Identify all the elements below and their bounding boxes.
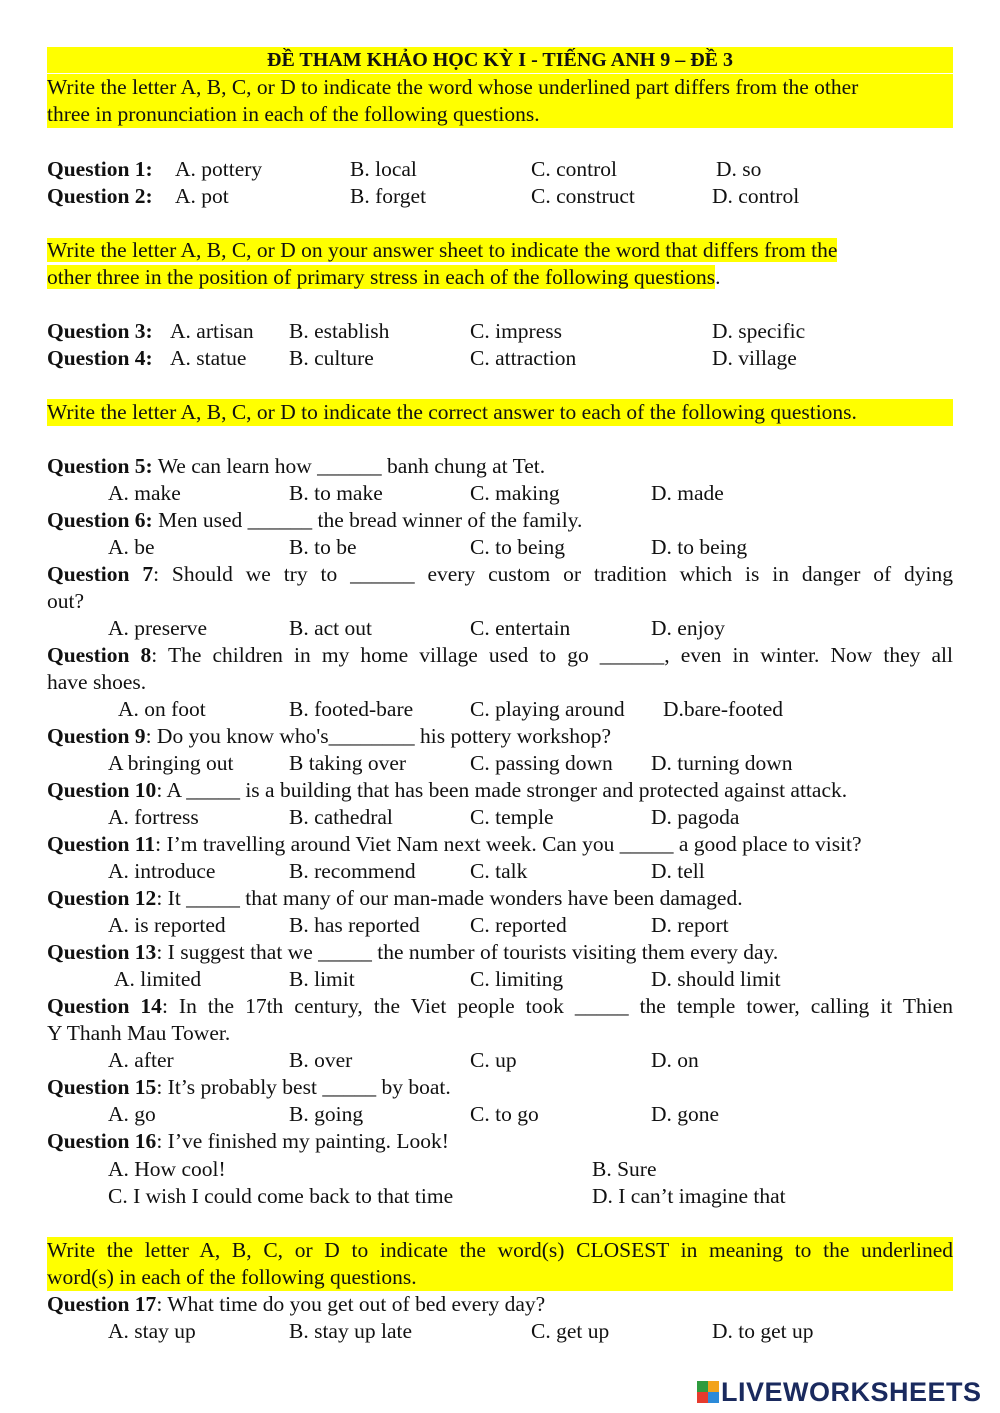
option-c[interactable]: C. I wish I could come back to that time [108, 1184, 454, 1208]
option-a[interactable]: A. limited [114, 967, 202, 991]
option-b[interactable]: B. footed-bare [289, 697, 414, 721]
option-d[interactable]: D. gone [651, 1102, 720, 1126]
question-17: Question 17: What time do you get out of bed every day? [47, 1292, 546, 1316]
option-d[interactable]: D. specific [712, 319, 806, 343]
option-b[interactable]: B. to be [289, 535, 357, 559]
question-13: Question 13: I suggest that we _____ the number of tourists visiting them every day. [47, 940, 779, 964]
option-a[interactable]: A. go [108, 1102, 156, 1126]
option-c[interactable]: C. temple [470, 805, 554, 829]
question-4: Question 4: [47, 346, 153, 370]
instruction-correct-answer: Write the letter A, B, C, or D to indicate the correct answer to each of the following questions. [47, 399, 953, 426]
option-b[interactable]: B. local [350, 157, 417, 181]
instruction-stress-line2: other three in the position of primary stress in each of the following questions. [47, 265, 721, 289]
question-2: Question 2: [47, 184, 153, 208]
option-a[interactable]: A. How cool! [108, 1157, 226, 1181]
option-d[interactable]: D. village [712, 346, 797, 370]
option-c[interactable]: C. limiting [470, 967, 564, 991]
option-a[interactable]: A. preserve [108, 616, 208, 640]
option-c[interactable]: C. talk [470, 859, 528, 883]
option-b[interactable]: B. to make [289, 481, 383, 505]
option-b[interactable]: B. over [289, 1048, 353, 1072]
option-c[interactable]: C. passing down [470, 751, 613, 775]
option-b[interactable]: B. act out [289, 616, 372, 640]
option-b[interactable]: B. cathedral [289, 805, 393, 829]
option-d[interactable]: D. tell [651, 859, 705, 883]
option-a[interactable]: A. introduce [108, 859, 216, 883]
question-7: Question 7: Should we try to ______ every custom or tradition which is in danger of dying [47, 562, 954, 586]
option-b[interactable]: B. forget [350, 184, 427, 208]
instruction-closest-meaning: Write the letter A, B, C, or D to indicate the word(s) CLOSEST in meaning to the underlined word(s) in each of the following questions. [47, 1238, 953, 1289]
option-d[interactable]: D. pagoda [651, 805, 740, 829]
option-a[interactable]: A bringing out [108, 751, 234, 775]
liveworksheets-logo [697, 1378, 982, 1406]
option-c[interactable]: C. up [470, 1048, 517, 1072]
question-8: Question 8: The children in my home village used to go ______, even in winter. Now they all [47, 643, 953, 667]
question-15: Question 15: It’s probably best _____ by boat. [47, 1075, 451, 1099]
option-a[interactable]: A. pot [175, 184, 229, 208]
instruction-stress: Write the letter A, B, C, or D on your answer sheet to indicate the word that differs from the [47, 238, 838, 262]
question-14: Question 14: In the 17th century, the Viet people took _____ the temple tower, calling it Thien [47, 994, 954, 1018]
option-c[interactable]: C. making [470, 481, 560, 505]
logo-text: LIVEWORKSHEETS [721, 1376, 982, 1407]
option-a[interactable]: A. is reported [108, 913, 226, 937]
option-b[interactable]: B. stay up late [289, 1319, 413, 1343]
option-d[interactable]: D. made [651, 481, 724, 505]
question-8-line2: have shoes. [47, 670, 147, 694]
question-7-line2: out? [47, 589, 85, 613]
question-10: Question 10: A _____ is a building that has been made stronger and protected against attack. [47, 778, 848, 802]
option-b[interactable]: B. establish [289, 319, 390, 343]
option-c[interactable]: C. playing around [470, 697, 625, 721]
option-b[interactable]: B. has reported [289, 913, 420, 937]
option-b[interactable]: B. going [289, 1102, 364, 1126]
option-d[interactable]: D. to get up [712, 1319, 814, 1343]
question-1: Question 1: [47, 157, 153, 181]
option-a[interactable]: A. be [108, 535, 155, 559]
option-a[interactable]: A. fortress [108, 805, 199, 829]
option-b[interactable]: B. limit [289, 967, 355, 991]
option-d[interactable]: D. enjoy [651, 616, 726, 640]
question-9: Question 9: Do you know who's________ his pottery workshop? [47, 724, 612, 748]
instruction-pronunciation: Write the letter A, B, C, or D to indicate the word whose underlined part differs from the other three in pronunciation in each of the following questions. [47, 74, 953, 128]
option-c[interactable]: C. reported [470, 913, 567, 937]
option-d[interactable]: D.bare-footed [663, 697, 783, 721]
option-a[interactable]: A. stay up [108, 1319, 196, 1343]
option-a[interactable]: A. make [108, 481, 181, 505]
question-12: Question 12: It _____ that many of our man-made wonders have been damaged. [47, 886, 743, 910]
option-d[interactable]: D. should limit [651, 967, 781, 991]
option-a[interactable]: A. after [108, 1048, 174, 1072]
option-c[interactable]: C. entertain [470, 616, 571, 640]
question-14-line2: Y Thanh Mau Tower. [47, 1021, 231, 1045]
option-b[interactable]: B. culture [289, 346, 374, 370]
option-b[interactable]: B taking over [289, 751, 407, 775]
option-d[interactable]: D. on [651, 1048, 699, 1072]
option-b[interactable]: B. Sure [592, 1157, 657, 1181]
question-11: Question 11: I’m travelling around Viet Nam next week. Can you _____ a good place to visit? [47, 832, 862, 856]
option-d[interactable]: D. to being [651, 535, 748, 559]
question-6: Question 6: Men used ______ the bread winner of the family. [47, 508, 583, 532]
liveworksheets-logo-icon [697, 1381, 719, 1403]
option-d[interactable]: D. turning down [651, 751, 793, 775]
option-c[interactable]: C. attraction [470, 346, 577, 370]
option-c[interactable]: C. construct [531, 184, 635, 208]
option-a[interactable]: A. pottery [175, 157, 263, 181]
option-c[interactable]: C. to being [470, 535, 565, 559]
option-c[interactable]: C. control [531, 157, 617, 181]
option-c[interactable]: C. get up [531, 1319, 610, 1343]
option-b[interactable]: B. recommend [289, 859, 416, 883]
option-d[interactable]: D. control [712, 184, 800, 208]
option-d[interactable]: D. report [651, 913, 729, 937]
option-c[interactable]: C. to go [470, 1102, 539, 1126]
question-16: Question 16: I’ve finished my painting. Look! [47, 1129, 449, 1153]
option-a[interactable]: A. artisan [170, 319, 254, 343]
question-5: Question 5: We can learn how ______ banh chung at Tet. [47, 454, 546, 478]
option-c[interactable]: C. impress [470, 319, 562, 343]
option-d[interactable]: D. I can’t imagine that [592, 1184, 786, 1208]
option-a[interactable]: A. on foot [118, 697, 206, 721]
page-title: ĐỀ THAM KHẢO HỌC KỲ I - TIẾNG ANH 9 – ĐỀ 3 [47, 47, 953, 73]
option-d[interactable]: D. so [716, 157, 762, 181]
question-3: Question 3: [47, 319, 153, 343]
option-a[interactable]: A. statue [170, 346, 247, 370]
